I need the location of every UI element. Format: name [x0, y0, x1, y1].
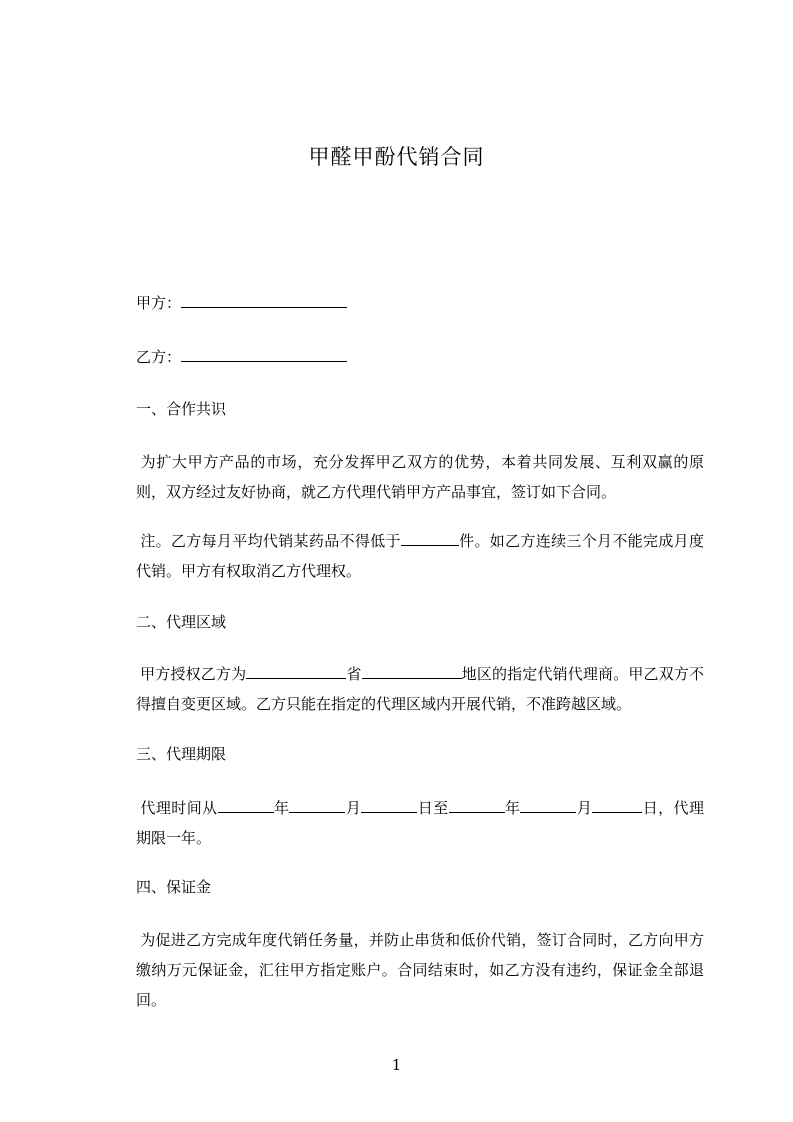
district-blank[interactable]	[362, 662, 462, 679]
party-a-blank[interactable]	[181, 291, 347, 308]
party-b-label: 乙方：	[136, 348, 182, 366]
section4-heading: 四、保证金	[136, 878, 212, 896]
section3-paragraph	[136, 793, 704, 853]
section1-para-text: 为扩大甲方产品的市场，充分发挥甲乙双方的优势，本着共同发展、互利双赢的原则，双方经过友好协商，就乙方代理代销甲方产品事宜，签订如下合同。	[136, 453, 704, 501]
deposit-text: 为促进乙方完成年度代销任务量，并防止串货和低价代销，签订合同时，乙方向甲方缴纳万元保证金，汇往甲方指定账户。合同结束时，如乙方没有违约，保证金全部退回。	[136, 931, 704, 1009]
section1-note	[136, 526, 704, 586]
section2-paragraph	[136, 659, 704, 719]
party-a-line	[136, 291, 347, 313]
term-text-a: 代理时间从	[140, 799, 218, 817]
term-year1: 年	[273, 799, 290, 817]
term-month1: 月	[345, 799, 362, 817]
section1-paragraph	[136, 447, 704, 507]
province-blank[interactable]	[246, 662, 346, 679]
section2-heading: 二、代理区域	[136, 613, 227, 631]
party-b-blank[interactable]	[181, 345, 347, 362]
note-text-a: 注。乙方每月平均代销某药品不得低于	[140, 532, 401, 550]
start-day-blank[interactable]	[361, 796, 417, 813]
party-b-line	[136, 345, 347, 367]
start-month-blank[interactable]	[289, 796, 345, 813]
end-year-blank[interactable]	[449, 796, 505, 813]
note-text-b: 件。如乙方连续三个月不能完成月度代销。甲方有权取消乙方代理权。	[136, 532, 704, 580]
end-month-blank[interactable]	[520, 796, 576, 813]
region-text-c: 地区的指定代销代理商。甲乙双方不得擅自变更区域。乙方只能在指定的代理区域内开展代销，不准跨越区域。	[136, 665, 704, 713]
section1-heading: 一、合作共识	[136, 400, 227, 418]
party-a-label: 甲方：	[136, 294, 182, 312]
section4-paragraph	[136, 925, 704, 1015]
page-number: 1	[391, 1056, 402, 1074]
section3-heading: 三、代理期限	[136, 745, 227, 763]
term-year2: 年	[504, 799, 521, 817]
region-text-a: 甲方授权乙方为	[140, 665, 247, 683]
term-tail: 日，代理期限一年。	[136, 799, 704, 847]
start-year-blank[interactable]	[218, 796, 274, 813]
term-day1: 日至	[417, 799, 449, 817]
end-day-blank[interactable]	[592, 796, 642, 813]
region-text-b: 省	[346, 665, 362, 683]
term-month2: 月	[576, 799, 593, 817]
monthly-quantity-blank[interactable]	[401, 529, 459, 546]
document-title: 甲醛甲酚代销合同	[308, 145, 485, 169]
